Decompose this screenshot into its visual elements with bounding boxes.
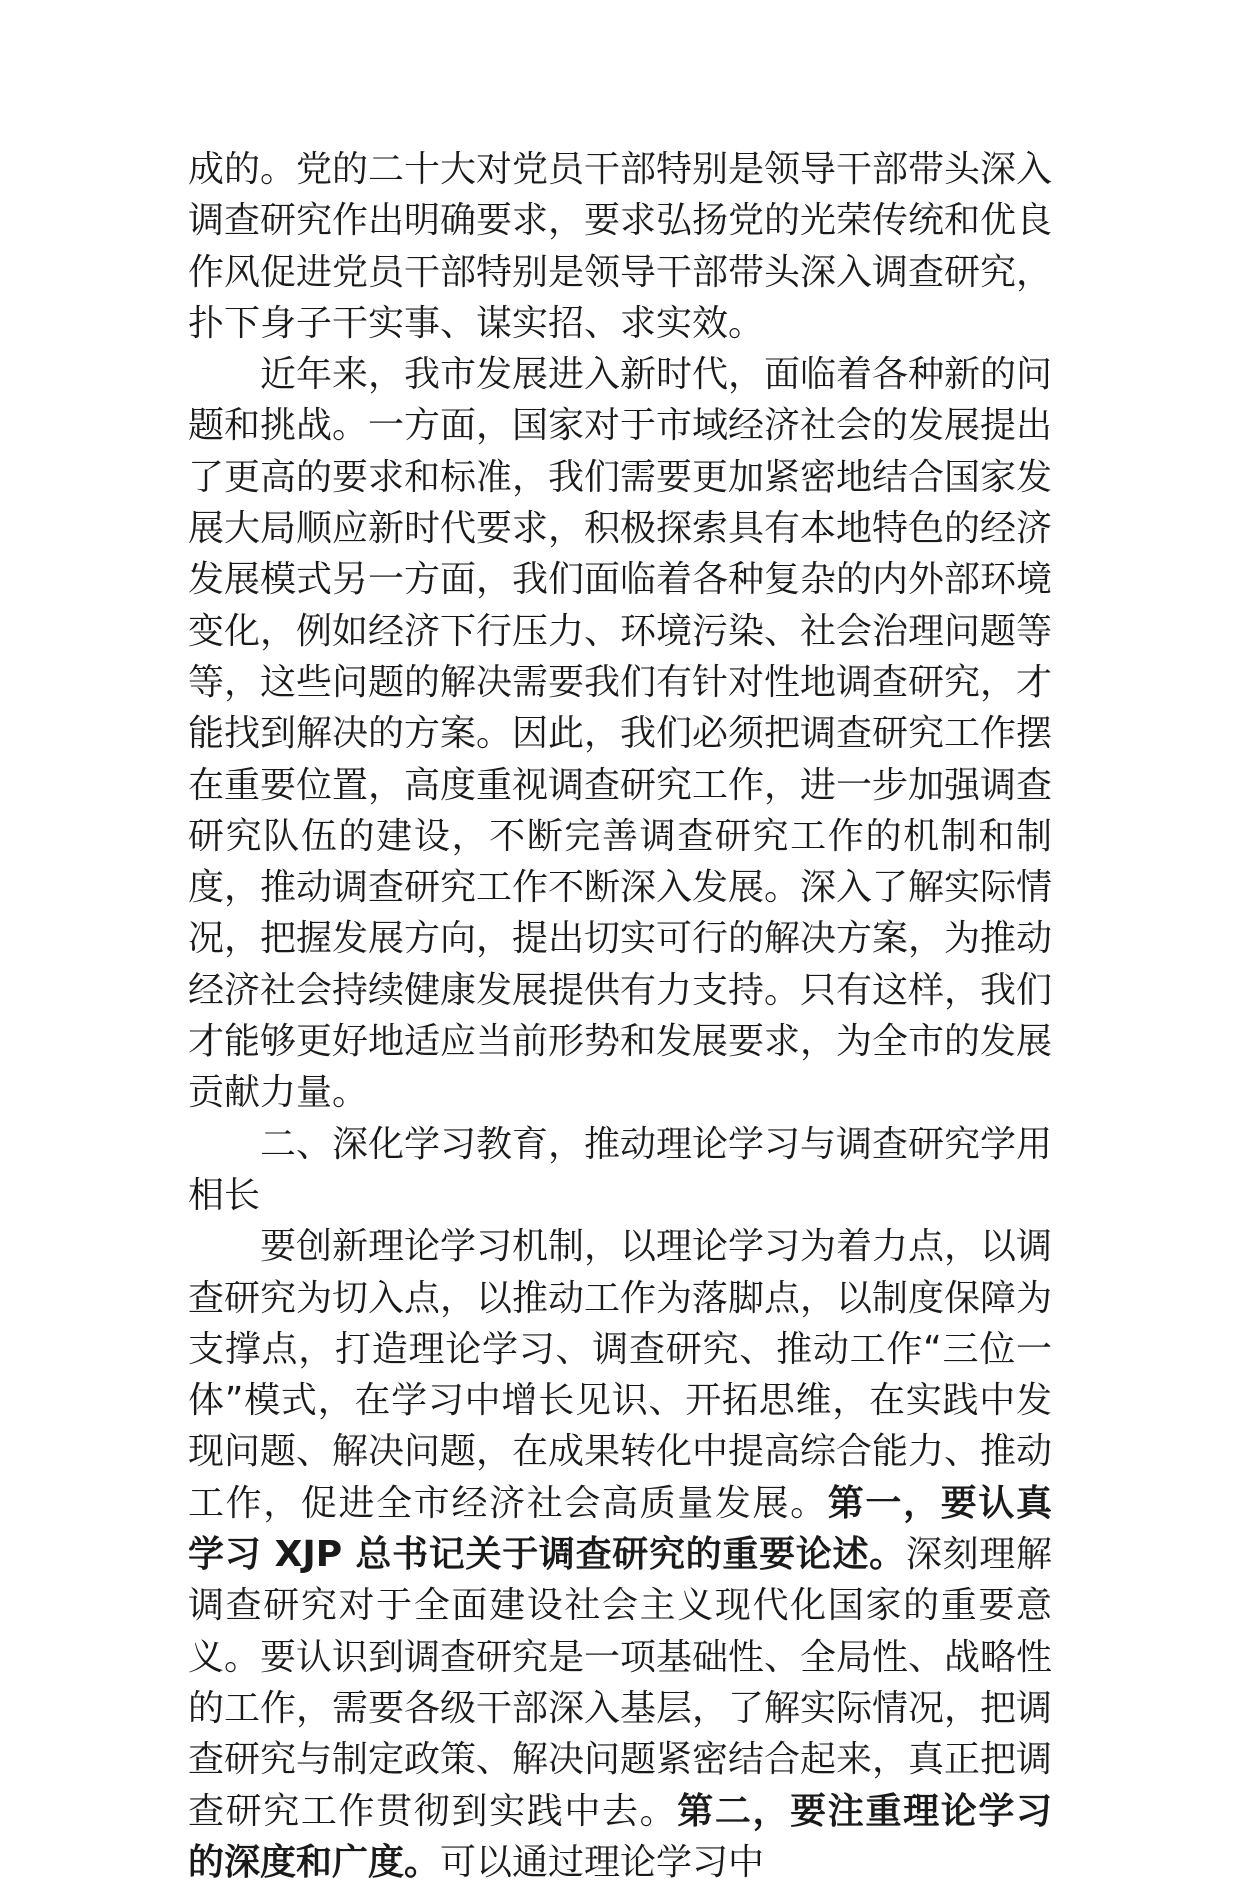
paragraph-theory-study	[188, 1221, 1052, 1888]
section-heading-text: 二、深化学习教育，推动理论学习与调查研究学用相长	[188, 1123, 1053, 1216]
paragraph-text: 深刻理解调查研究对于全面建设社会主义现代化国家的重要意义。要认识到调查研究是一项基础性、全局性、战略性的工作，需要各级干部深入基层，了解实际情况，把调查研究与制定政策、解决问题紧密结合起来，真正把调查研究工作贯彻到实践中去。	[188, 1534, 1053, 1832]
paragraph-text: 要创新理论学习机制，以理论学习为着力点，以调查研究为切入点，以推动工作为落脚点，以制度保障为支撑点，打造理论学习、调查研究、推动工作“三位一体”模式，在学习中增长见识、开拓思维，在实践中发现问题、解决问题，在成果转化中提高综合能力、推动工作，促进全市经济社会高质量发展。	[188, 1226, 1053, 1524]
paragraph-continuation	[188, 144, 1052, 349]
body-text	[188, 144, 1052, 1888]
paragraph-recent-years	[188, 349, 1052, 1118]
bold-point-first: 第一，要认真学习 XJP 总书记关于调查研究的重要论述。	[188, 1482, 1052, 1576]
paragraph-text: 成的。党的二十大对党员干部特别是领导干部带头深入调查研究作出明确要求，要求弘扬党的光荣传统和优良作风促进党员干部特别是领导干部带头深入调查研究，扑下身子干实事、谋实招、求实效。	[188, 149, 1053, 344]
paragraph-text: 可以通过理论学习中	[440, 1841, 765, 1883]
bold-point-second: 第二，要注重理论学习的深度和广度。	[188, 1790, 1052, 1883]
section-heading-2	[188, 1119, 1052, 1222]
paragraph-text: 近年来，我市发展进入新时代，面临着各种新的问题和挑战。一方面，国家对于市域经济社会的发展提出了更高的要求和标准，我们需要更加紧密地结合国家发展大局顺应新时代要求，积极探索具有本地特色的经济发展模式另一方面，我们面临着各种复杂的内外部环境变化，例如经济下行压力、环境污染、社会治理问题等等，这些问题的解决需要我们有针对性地调查研究，才能找到解决的方案。因此，我们必须把调查研究工作摆在重要位置，高度重视调查研究工作，进一步加强调查研究队伍的建设，不断完善调查研究工作的机制和制度，推动调查研究工作不断深入发展。深入了解实际情况，把握发展方向，提出切实可行的解决方案，为推动经济社会持续健康发展提供有力支持。只有这样，我们才能够更好地适应当前形势和发展要求，为全市的发展贡献力量。	[188, 354, 1053, 1114]
